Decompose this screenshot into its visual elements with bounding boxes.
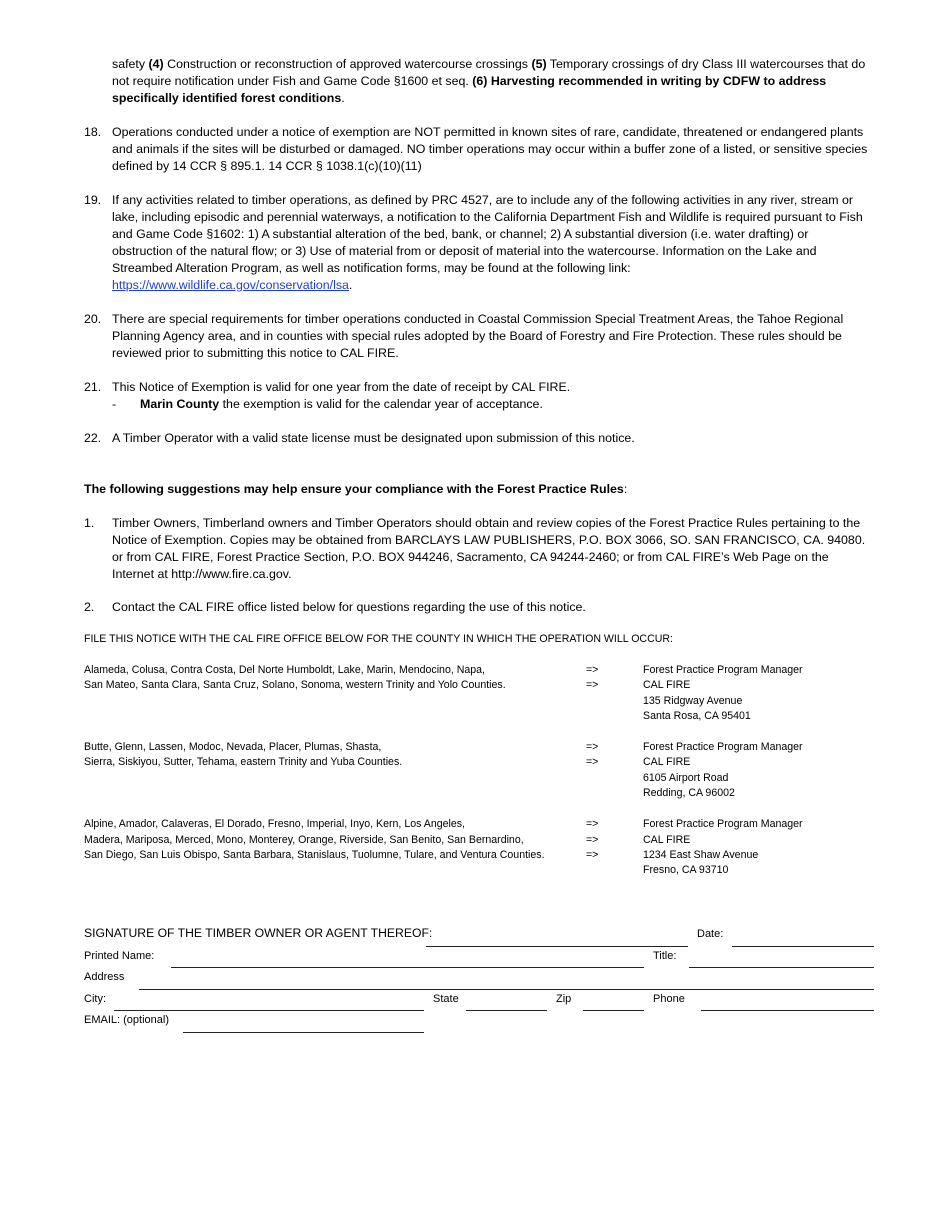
address-line: CAL FIRE (643, 834, 691, 846)
printed-name-label: Printed Name: (84, 950, 155, 962)
address-line: Fresno, CA 93710 (643, 864, 729, 876)
arrow-marker: => (586, 741, 599, 753)
item-21-number: 21. (84, 380, 102, 394)
item-20-text: There are special requirements for timber operations conducted in Coastal Commission Special Treatment Areas, the Tahoe Regional Planning Agency area, and in counties with special rules adopted by the Board of Forestry and Fire Protection. These rules should be reviewed prior to submitting this notice to CAL FIRE. (112, 312, 844, 360)
suggestion-2-text: Contact the CAL FIRE office listed below for questions regarding the use of this notice. (112, 600, 586, 614)
address-line-field[interactable] (139, 989, 874, 990)
arrow-marker: => (586, 664, 599, 676)
counties-line: Alameda, Colusa, Contra Costa, Del Norte Humboldt, Lake, Marin, Mendocino, Napa, (84, 664, 485, 676)
zip-line[interactable] (583, 1010, 644, 1011)
address-label: Address (84, 971, 125, 983)
address-line: Forest Practice Program Manager (643, 741, 803, 753)
phone-label: Phone (653, 993, 685, 1005)
address-line: 135 Ridgway Avenue (643, 695, 743, 707)
city-label: City: (84, 993, 106, 1005)
counties-line: San Mateo, Santa Clara, Santa Cruz, Solano, Sonoma, western Trinity and Yolo Counties. (84, 679, 506, 691)
item-19-number: 19. (84, 193, 102, 207)
city-line[interactable] (114, 1010, 424, 1011)
date-line[interactable] (732, 946, 874, 947)
item-18-text: Operations conducted under a notice of exemption are NOT permitted in known sites of rare, candidate, threatened or endangered plants and animals if the sites will be disturbed or damaged. NO timber operations may occur within a buffer zone of a listed, or sensitive species defined by 14 CCR § 895.1. 14 CCR § 1038.1(c)(10)(11) (112, 125, 868, 173)
suggestion-1-number: 1. (84, 516, 95, 530)
signature-line[interactable] (426, 946, 688, 947)
address-line: 6105 Airport Road (643, 772, 729, 784)
zip-label: Zip (556, 993, 572, 1005)
suggestions-heading: The following suggestions may help ensure your compliance with the Forest Practice Rules: (84, 482, 628, 496)
item-19-text: If any activities related to timber operations, as defined by PRC 4527, are to include any of the following activities in any river, stream or lake, including episodic and perennial waterways, a notification to the California Department Fish and Wildlife is required pursuant to Fish and Game Code §1602: 1) A substantial alteration of the bed, bank, or channel; 2) A substantial diversion (i.e. water drafting) or obstruction of the natural flow; or 3) Use of material from or deposit of material into the watercourse. Information on the Lake and Streambed Alteration Program, as well as notification forms, may be found at the following link: https://www.wildlife.ca.gov/conservation/lsa. (112, 193, 863, 292)
item-22-number: 22. (84, 431, 102, 445)
address-line: Forest Practice Program Manager (643, 664, 803, 676)
item-18-number: 18. (84, 125, 102, 139)
phone-line[interactable] (701, 1010, 874, 1011)
state-line[interactable] (466, 1010, 547, 1011)
file-notice-instruction: FILE THIS NOTICE WITH THE CAL FIRE OFFICE BELOW FOR THE COUNTY IN WHICH THE OPERATION WILL OCCUR: (84, 633, 673, 645)
state-label: State (433, 993, 459, 1005)
email-label: EMAIL: (optional) (84, 1014, 169, 1026)
item-21-bullet: - (112, 397, 117, 411)
title-label: Title: (653, 950, 677, 962)
signature-label: SIGNATURE OF THE TIMBER OWNER OR AGENT THEREOF: (84, 926, 433, 940)
item-17-continuation: safety (4) Construction or reconstruction of approved watercourse crossings (5) Temporary crossings of dry Class III watercourses that do not require notification under Fish and Game Code §1600 et seq. (6) Harvesting recommended in writing by CDFW to address specifically identified forest conditions. (112, 57, 866, 105)
counties-line: Sierra, Siskiyou, Sutter, Tehama, eastern Trinity and Yuba Counties. (84, 756, 403, 768)
counties-line: Alpine, Amador, Calaveras, El Dorado, Fresno, Imperial, Inyo, Kern, Los Angeles, (84, 818, 465, 830)
arrow-marker: => (586, 834, 599, 846)
arrow-marker: => (586, 818, 599, 830)
email-line[interactable] (183, 1032, 424, 1033)
address-line: Santa Rosa, CA 95401 (643, 710, 751, 722)
item-21-text: This Notice of Exemption is valid for one year from the date of receipt by CAL FIRE. (112, 380, 571, 394)
arrow-marker: => (586, 756, 599, 768)
counties-line: Butte, Glenn, Lassen, Modoc, Nevada, Placer, Plumas, Shasta, (84, 741, 382, 753)
counties-line: San Diego, San Luis Obispo, Santa Barbara, Stanislaus, Tuolumne, Tulare, and Ventura Counties. (84, 849, 545, 861)
address-line: Forest Practice Program Manager (643, 818, 803, 830)
address-line: 1234 East Shaw Avenue (643, 849, 759, 861)
item-20-number: 20. (84, 312, 102, 326)
address-line: CAL FIRE (643, 756, 691, 768)
suggestion-1-text: Timber Owners, Timberland owners and Timber Operators should obtain and review copies of the Forest Practice Rules pertaining to the Notice of Exemption. Copies may be obtained from BARCLAYS LAW PUBLISHERS, P.O. BOX 3066, SO. SAN FRANCISCO, CA. 94080. or from CAL FIRE, Forest Practice Section, P.O. BOX 944246, Sacramento, CA 94244-2460; or from CAL FIRE’s Web Page on the Internet at http://www.fire.ca.gov. (112, 516, 866, 581)
title-line[interactable] (689, 967, 874, 968)
printed-name-line[interactable] (171, 967, 644, 968)
lsa-link[interactable]: https://www.wildlife.ca.gov/conservation/lsa (112, 277, 349, 292)
item-22-text: A Timber Operator with a valid state license must be designated upon submission of this notice. (112, 431, 635, 445)
address-line: Redding, CA 96002 (643, 787, 735, 799)
counties-line: Madera, Mariposa, Merced, Mono, Monterey, Orange, Riverside, San Benito, San Bernardino, (84, 834, 524, 846)
date-label: Date: (697, 928, 724, 940)
arrow-marker: => (586, 849, 599, 861)
suggestion-2-number: 2. (84, 600, 95, 614)
item-21-subitem: Marin County the exemption is valid for the calendar year of acceptance. (140, 397, 543, 411)
arrow-marker: => (586, 679, 599, 691)
address-line: CAL FIRE (643, 679, 691, 691)
